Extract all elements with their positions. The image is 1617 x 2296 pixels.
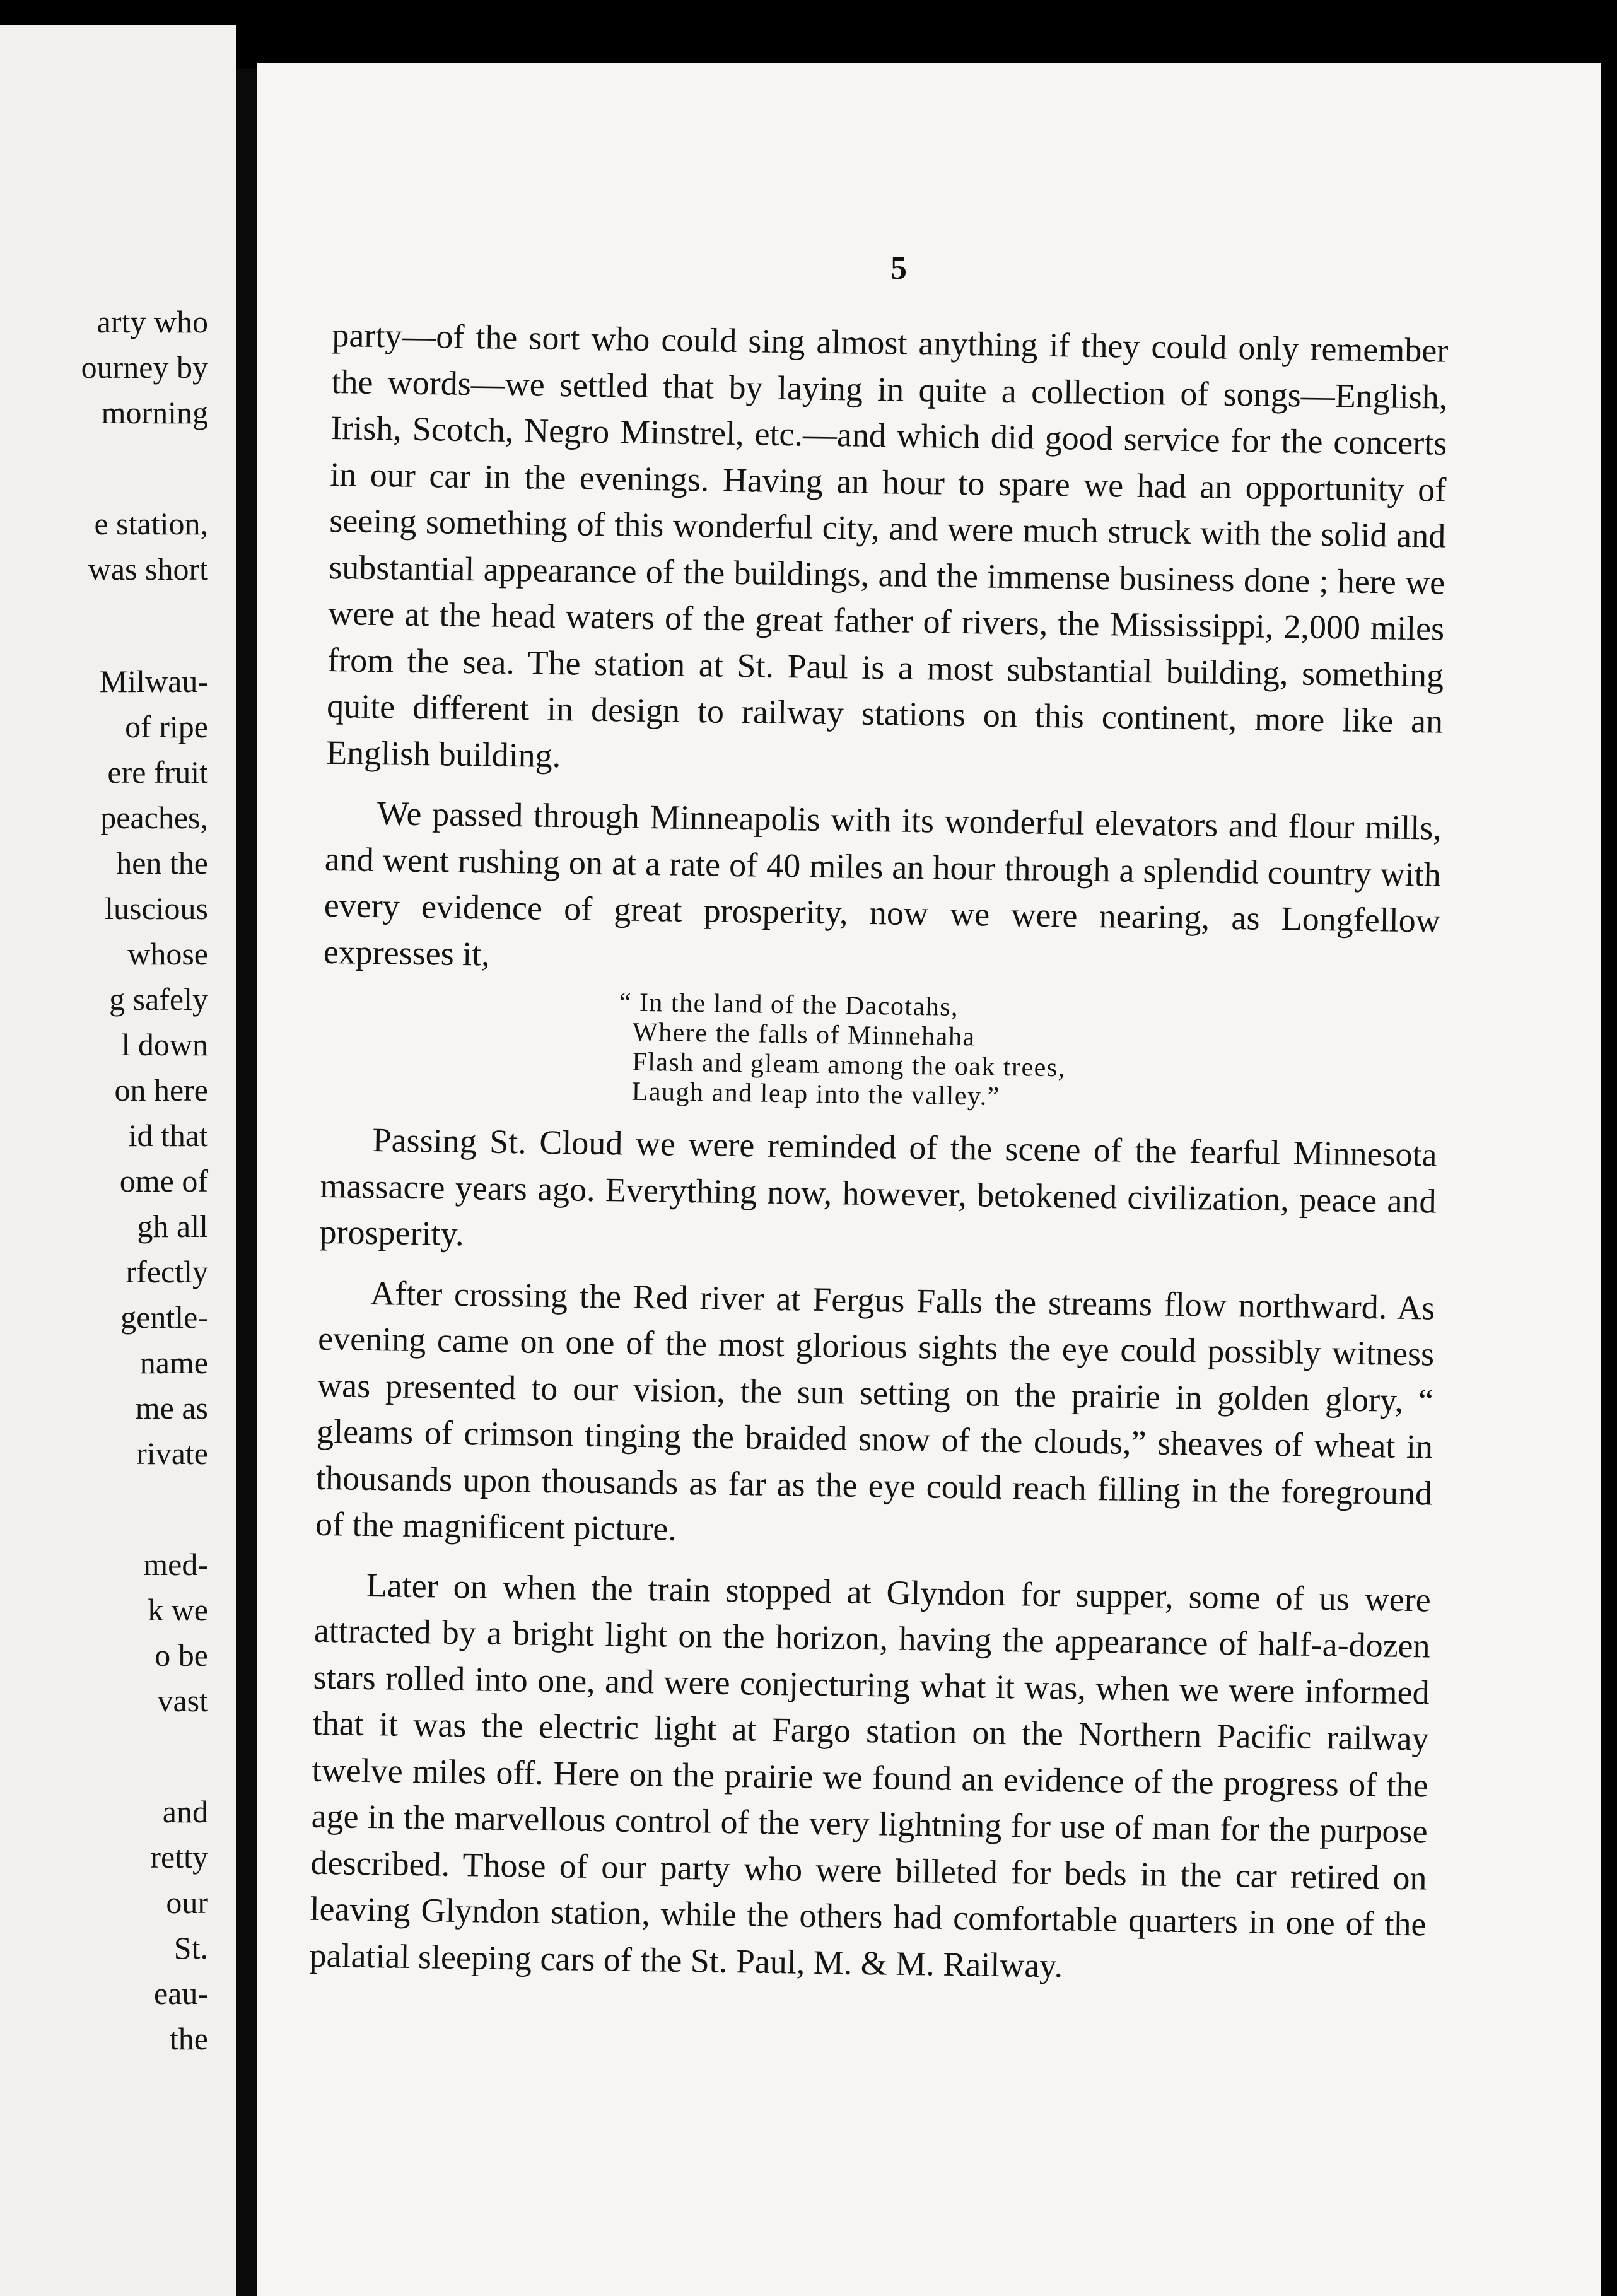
poem-line: Laugh and leap into the valley.” (631, 1077, 1001, 1111)
left-page-line: gentle- (120, 1299, 208, 1335)
left-page-line: l down (121, 1027, 208, 1062)
left-page-line: Milwau- (99, 664, 208, 699)
left-page-line: and (162, 1794, 208, 1829)
left-page-line: luscious (105, 891, 208, 926)
left-page-line: arty who (96, 304, 208, 339)
paragraph: party—of the sort who could sing almost anything if they could only remember the words—we settled that by laying in quite a collection of songs—English, Irish, Scotch, Negro Minstrel, etc.—and which did good service for the concerts in our car in the evenings. Having an hour to spare we had an opportunity of seeing something of this wonderful city, and were much struck with the solid and substantial appearance of the buildings, and the immense business done ; here we were at the head waters of the great father of rivers, the Mississippi, 2,000 miles from the sea. The station at St. Paul is a most substantial building, something quite different in design to railway stations on this continent, more like an English building. (325, 315, 1449, 775)
left-page-line: our (166, 1885, 208, 1920)
left-page-line: was short (88, 551, 208, 587)
left-page-line: of ripe (125, 709, 208, 744)
left-page-line: vast (157, 1683, 208, 1718)
left-page-line: peaches, (100, 800, 208, 835)
book-gutter (236, 69, 257, 2296)
left-page-line: id that (128, 1118, 208, 1153)
left-page-line: o be (155, 1637, 208, 1673)
paragraph: Later on when the train stopped at Glyndon for supper, some of us were attracted by a bright light on the horizon, having the appearance of half-a-dozen stars rolled into one, and were conjecturing what it was, when we were informed that it was the electric light at Fargo station on the Northern Pacific railway twelve miles off. Here on the prairie we found an evidence of the progress of the age in the marvellous control of the very lightning for use of man for the purpose described. Those of our party who were billeted for beds in the car retired on leaving Glyndon station, while the others had comfortable quarters in one of the palatial sleeping cars of the St. Paul, M. & M. Railway. (309, 1566, 1432, 1984)
left-page-line: eau- (153, 1976, 208, 2011)
previous-page-fragment (0, 25, 236, 2296)
left-page-line: med- (143, 1547, 208, 1582)
left-page-line: morning (101, 395, 208, 430)
left-page-line: name (139, 1345, 208, 1380)
left-page-line: whose (127, 936, 208, 971)
left-page-line: ome of (119, 1163, 208, 1198)
left-page-line: g safely (109, 981, 208, 1017)
left-page-line: k we (148, 1592, 208, 1627)
left-page-line: rivate (136, 1436, 208, 1471)
left-page-line: St. (173, 1930, 208, 1965)
left-page-line: rfectly (126, 1254, 208, 1289)
left-page-line: retty (150, 1839, 208, 1875)
left-page-line: gh all (137, 1209, 208, 1244)
left-page-line: ourney by (81, 349, 208, 385)
scan-border (1601, 0, 1617, 2296)
left-page-line: ere fruit (107, 754, 208, 790)
page-body-text (309, 312, 1449, 1994)
left-page-line: on here (114, 1072, 208, 1108)
paragraph: Passing St. Cloud we were reminded of the scene of the fearful Minnesota massacre years ago. Everything now, however, betokened civilization, peace and prosperity. (319, 1121, 1437, 1253)
page-number: 5 (890, 250, 907, 286)
poem-line: “ In the land of the Dacotahs, (619, 988, 959, 1022)
poem-line: Flash and gleam among the oak trees, (632, 1047, 1066, 1083)
paragraph: After crossing the Red river at Fergus Falls the streams flow northward. As evening came on one of the most glorious sights the eye could possibly witness was presented to our vision, the sun setting on the prairie in golden glory, “ gleams of crimson tinging the braided snow of the clouds,” sheaves of wheat in thousands upon thousands as far as the eye could reach filling in the foreground of the magnificent picture. (315, 1274, 1435, 1548)
left-page-line: e station, (94, 506, 208, 541)
poem-line: Where the falls of Minnehaha (632, 1017, 976, 1052)
left-page-line: the (169, 2021, 208, 2056)
longfellow-quotation (617, 988, 1439, 1118)
left-page-line: me as (135, 1390, 208, 1426)
current-page (257, 63, 1601, 2296)
paragraph: We passed through Minneapolis with its wonderful elevators and flour mills, and went rushing on at a rate of 40 miles an hour through a splendid country with every evidence of great prosperity, now we were nearing, as Longfellow expresses it, (323, 794, 1442, 973)
left-page-line: hen the (116, 845, 208, 881)
